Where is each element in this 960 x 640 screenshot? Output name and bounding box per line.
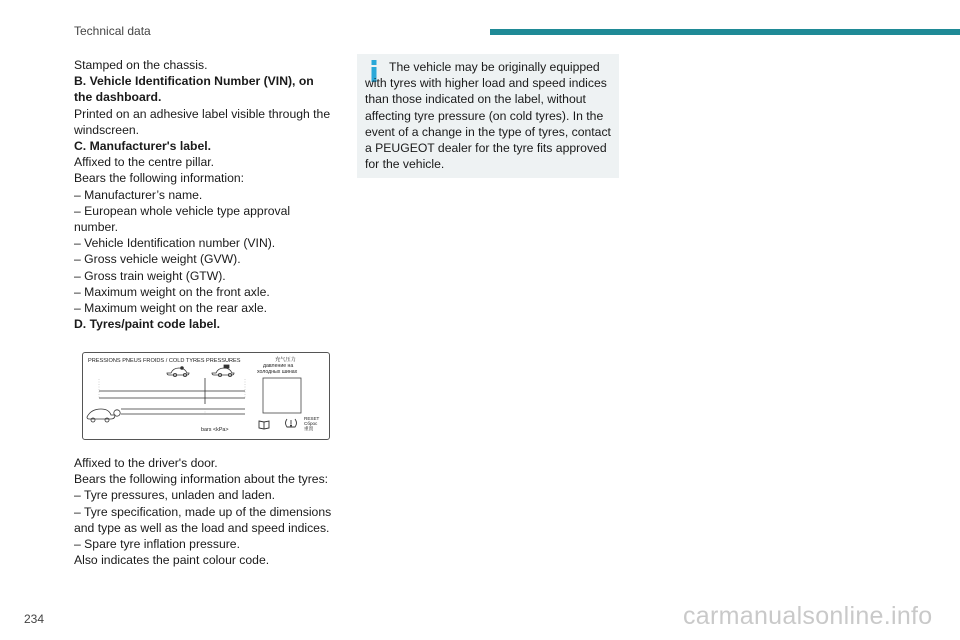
tyre-label-title: PRESSIONS PNEUS FROIDS / COLD TYRES PRESSURES xyxy=(88,358,241,364)
list-item: – Spare tyre inflation pressure. xyxy=(74,537,240,552)
tyre-label-cjk-title: 充气压力 xyxy=(275,357,296,363)
list-item: – Gross vehicle weight (GVW). xyxy=(74,252,241,267)
watermark: carmanualsonline.info xyxy=(683,602,933,630)
reset-label-line2: Сброс xyxy=(304,421,318,426)
car-loaded-icon xyxy=(212,365,234,377)
spare-tyre-car-icon xyxy=(87,409,120,422)
book-icon xyxy=(259,421,269,429)
reset-label-line3: 重置 xyxy=(304,426,314,431)
paragraph: Affixed to the driver's door. xyxy=(74,456,218,470)
paragraph: Printed on an adhesive label visible through the windscreen. xyxy=(74,106,331,137)
tyre-label-russian-line2: холодных шинах xyxy=(257,369,298,375)
paint-code-box xyxy=(263,378,301,413)
header-accent-bar xyxy=(490,29,960,35)
list-item: – Tyre pressures, unladen and laden. xyxy=(74,488,276,503)
paragraph: Stamped on the chassis. xyxy=(74,58,208,72)
list-item: – Maximum weight on the front axle. xyxy=(74,284,270,299)
pressure-table-lines xyxy=(99,378,245,414)
tpms-warning-icon xyxy=(286,419,297,427)
running-header: Technical data xyxy=(74,24,151,38)
paragraph: Bears the following information about the tyres: xyxy=(74,472,329,487)
car-front-icon xyxy=(167,367,189,377)
paragraph: Also indicates the paint colour code. xyxy=(74,553,270,568)
info-note-text: The vehicle may be originally equipped with tyres with higher load and speed indices than those indicated on the label, without affecting tyre pressure (on cold tyres). In the event of a change in the type of tyres, contact a PEUGEOT dealer for the tyre fits approved for the vehicle. xyxy=(365,60,611,172)
info-note-box xyxy=(357,54,619,178)
page-number: 234 xyxy=(24,612,45,626)
paragraph: Affixed to the centre pillar. xyxy=(74,155,215,170)
list-item: – Manufacturer’s name. xyxy=(74,187,203,202)
reset-label-line1: RESET xyxy=(304,416,320,421)
heading-manufacturer-label: C. Manufacturer's label. xyxy=(74,139,211,154)
heading-tyre-label: D. Tyres/paint code label. xyxy=(74,317,221,332)
list-item: – Maximum weight on the rear axle. xyxy=(74,301,268,316)
left-column-lower xyxy=(74,455,336,568)
list-item: – Gross train weight (GTW). xyxy=(74,268,226,283)
paragraph: Bears the following information: xyxy=(74,171,245,186)
tyre-label-units: bars <kPa> xyxy=(201,427,229,433)
tyre-label-russian-line1: давление на xyxy=(263,363,294,369)
tyre-pressure-label-illustration xyxy=(82,352,330,440)
list-item: – Tyre specification, made up of the dimensions and type as well as the load and speed indices. xyxy=(74,504,332,535)
list-item: – European whole vehicle type approval number. xyxy=(74,203,291,235)
list-item: – Vehicle Identification number (VIN). xyxy=(74,236,276,251)
left-column xyxy=(74,57,334,332)
heading-vin: B. Vehicle Identification Number (VIN), on the dashboard. xyxy=(74,74,314,105)
